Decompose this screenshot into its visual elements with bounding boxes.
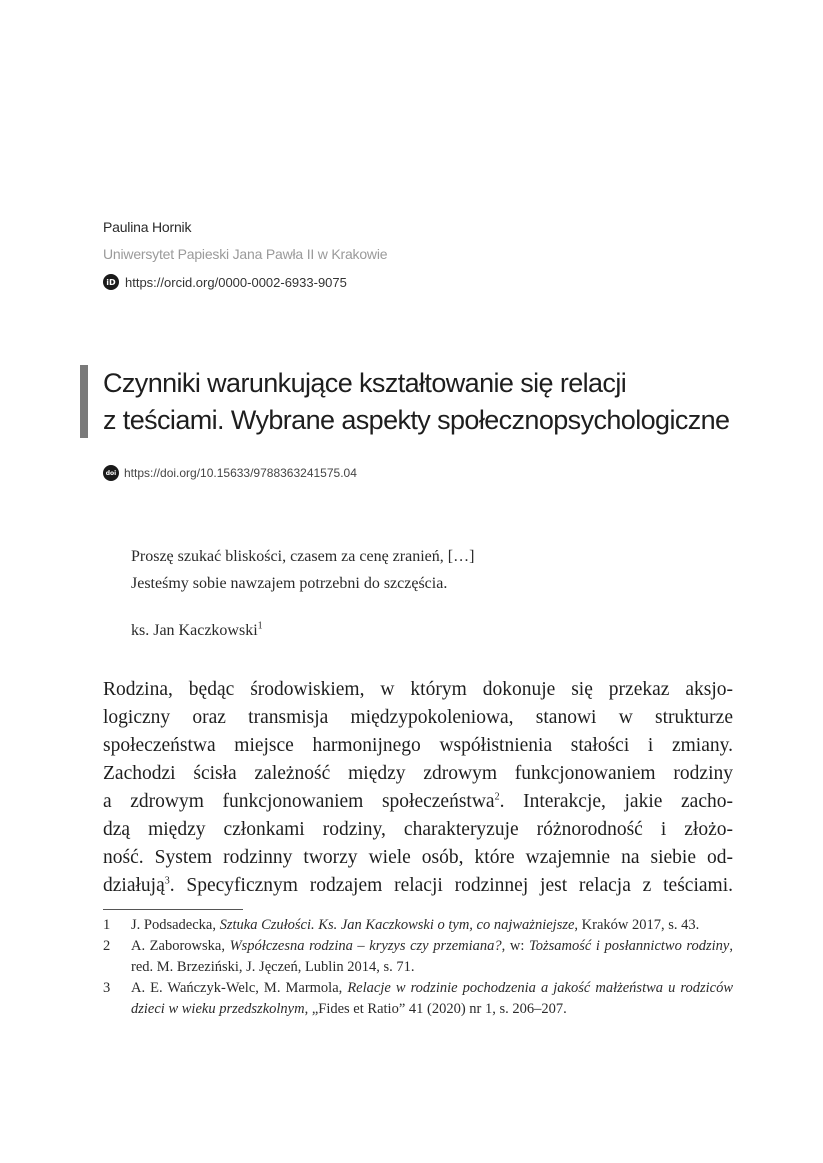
body-text-fragment: a zdrowym funkcjonowaniem społeczeństwa (103, 791, 495, 812)
footnote-author: J. Podsadecka, (131, 917, 220, 933)
body-line: Rodzina, będąc środowiskiem, w którym dokonuje się przekaz aksjo- (103, 679, 733, 700)
footnote-divider (103, 909, 243, 910)
orcid-row (103, 274, 347, 290)
footnote-number: 1 (103, 917, 111, 933)
footnote-ref-2[interactable]: 2 (494, 791, 500, 803)
footnote-publication: , Kraków 2017, s. 43. (574, 917, 700, 933)
footnote-author: A. Zaborowska, (131, 938, 230, 954)
article-title (103, 365, 783, 439)
footnote-text (131, 936, 733, 978)
orcid-link[interactable]: https://orcid.org/0000-0002-6933-9075 (125, 274, 347, 290)
body-line (103, 872, 733, 900)
footnote-1 (103, 915, 733, 936)
footnote-title: Relacje w rodzinie pochodzenia a jakość małżeństwa u rodziców dzieci w wieku przedszkolnym (131, 980, 733, 1017)
doi-link[interactable]: https://doi.org/10.15633/9788363241575.04 (124, 466, 357, 480)
footnotes (103, 915, 733, 1020)
footnote-author: A. E. Wańczyk-Welc, M. Marmola, (131, 980, 348, 996)
epigraph-line-2: Jesteśmy sobie nawzajem potrzebni do szczęścia. (131, 575, 448, 592)
footnote-publication: , red. M. Brzeziński, J. Jęczeń, Lublin 2014, s. 71. (131, 938, 733, 975)
footnote-ref-3[interactable]: 3 (164, 875, 170, 887)
epigraph (131, 543, 474, 597)
body-text-fragment: . Specyficznym rodzajem relacji rodzinnej jest relacja z teściami. (169, 875, 733, 896)
body-text-fragment: działują (103, 875, 165, 896)
epigraph-author-name: ks. Jan Kaczkowski (131, 622, 258, 639)
epigraph-line-1: Proszę szukać bliskości, czasem za cenę zranień, […] (131, 548, 475, 565)
title-accent-bar (80, 365, 88, 438)
doi-row (103, 465, 357, 481)
body-line: ność. System rodzinny tworzy wiele osób, które wzajemnie na siebie od- (103, 847, 733, 868)
footnote-text (131, 915, 733, 936)
doi-icon: doi (103, 465, 119, 481)
footnote-connector: , w: (501, 938, 529, 954)
title-line-1: Czynniki warunkujące kształtowanie się relacji (103, 368, 627, 398)
body-line: społeczeństwa miejsce harmonijnego współistnienia stałości i zmiany. (103, 735, 733, 756)
footnote-publication: , „Fides et Ratio” 41 (2020) nr 1, s. 206–207. (304, 1001, 567, 1017)
body-line: logiczny oraz transmisja międzypokoleniowa, stanowi w strukturze (103, 707, 733, 728)
author-name: Paulina Hornik (103, 219, 192, 235)
body-line: dzą między członkami rodziny, charakteryzuje różnorodność i złożo- (103, 819, 733, 840)
footnote-title: Sztuka Czułości. Ks. Jan Kaczkowski o tym, co najważniejsze (219, 917, 575, 933)
footnote-2 (103, 936, 733, 978)
footnote-title: Współczesna rodzina – kryzys czy przemiana? (229, 938, 502, 954)
footnote-number: 2 (103, 938, 111, 954)
body-line: Zachodzi ścisła zależność między zdrowym funkcjonowaniem rodziny (103, 763, 733, 784)
title-line-2: z teściami. Wybrane aspekty społecznopsychologiczne (103, 405, 730, 435)
epigraph-author (131, 622, 263, 640)
footnote-text (131, 978, 733, 1020)
footnote-book-title: Tożsamość i posłannictwo rodziny (528, 938, 730, 954)
author-affiliation: Uniwersytet Papieski Jana Pawła II w Krakowie (103, 246, 388, 262)
footnote-ref-1[interactable]: 1 (257, 620, 263, 632)
footnote-3 (103, 978, 733, 1020)
body-line (103, 788, 733, 816)
orcid-icon: iD (103, 274, 119, 290)
footnote-number: 3 (103, 980, 111, 996)
body-text-fragment: . Interakcje, jakie zacho- (499, 791, 733, 812)
body-paragraph (103, 676, 733, 900)
